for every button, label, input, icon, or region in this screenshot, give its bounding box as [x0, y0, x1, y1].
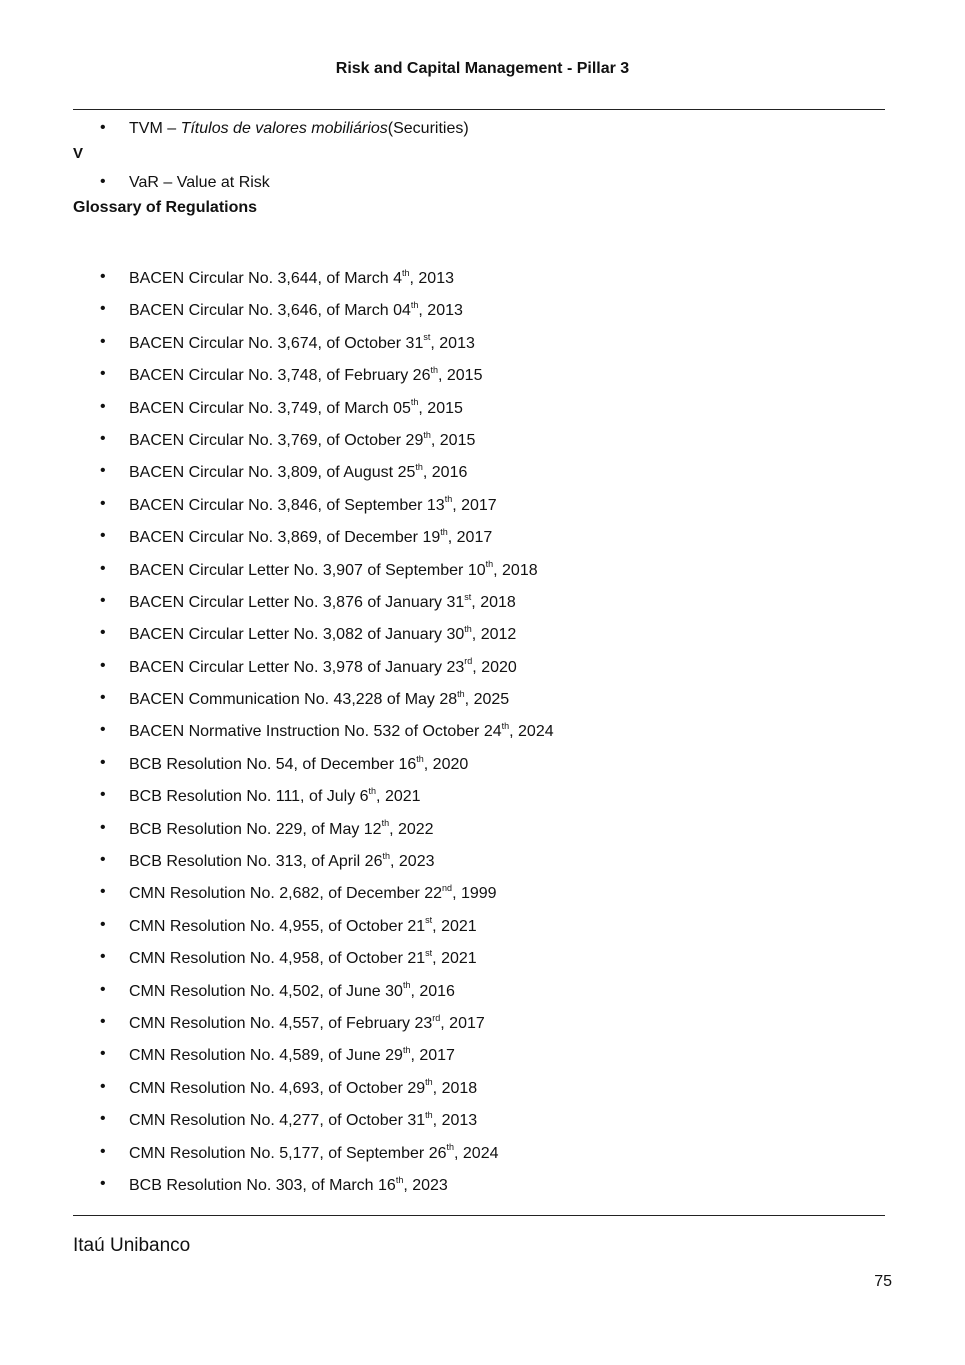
- regulation-text: BACEN Normative Instruction No. 532 of October 24th, 2024: [129, 721, 554, 741]
- bullet-icon: •: [100, 300, 106, 318]
- glossary-letter-heading: V: [73, 145, 84, 162]
- bullet-icon: •: [100, 1142, 106, 1160]
- bullet-icon: •: [100, 624, 106, 642]
- regulation-text: BACEN Circular No. 3,846, of September 13th, 2017: [129, 494, 497, 514]
- regulation-text: CMN Resolution No. 4,589, of June 29th, 2017: [129, 1045, 455, 1065]
- regulation-text: BACEN Circular No. 3,749, of March 05th, 2015: [129, 397, 463, 417]
- bullet-icon: •: [100, 721, 106, 739]
- regulation-text: BCB Resolution No. 54, of December 16th, 2020: [129, 753, 469, 773]
- page-number: 75: [874, 1273, 892, 1290]
- regulation-text: CMN Resolution No. 4,958, of October 21st, 2021: [129, 947, 477, 968]
- regulation-item: [73, 592, 885, 624]
- bullet-icon: •: [100, 527, 106, 545]
- regulation-item: [73, 883, 885, 915]
- regulation-text: BACEN Circular Letter No. 3,082 of January 30th, 2012: [129, 623, 517, 644]
- regulation-item: [73, 398, 885, 430]
- regulation-item: [73, 657, 885, 689]
- page-header-title: Risk and Capital Management - Pillar 3: [335, 60, 630, 77]
- bullet-icon: •: [100, 365, 106, 383]
- bullet-icon: •: [100, 851, 106, 869]
- glossary-item-text: VaR – Value at Risk: [129, 174, 270, 191]
- regulation-item: [73, 1110, 885, 1142]
- bullet-icon: •: [100, 948, 106, 966]
- bullet-icon: •: [100, 397, 106, 415]
- regulation-text: BACEN Circular No. 3,644, of March 4th, 2013: [129, 267, 454, 287]
- bullet-icon: •: [100, 429, 106, 447]
- regulation-item: [73, 851, 885, 883]
- header-divider: [73, 109, 885, 110]
- bullet-icon: •: [100, 915, 106, 933]
- bullet-icon: •: [100, 173, 106, 190]
- bullet-icon: •: [100, 1110, 106, 1128]
- bullet-icon: •: [100, 268, 106, 285]
- regulation-item: [73, 527, 885, 559]
- regulation-item: [73, 495, 885, 527]
- bullet-icon: •: [100, 462, 106, 480]
- regulation-text: BACEN Communication No. 43,228 of May 28th, 2025: [129, 688, 510, 709]
- regulation-text: BACEN Circular Letter No. 3,876 of January 31st, 2018: [129, 591, 516, 611]
- regulations-heading: Glossary of Regulations: [73, 199, 258, 216]
- regulations-list: [73, 268, 885, 1207]
- glossary-item-text: TVM – Títulos de valores mobiliários(Securities): [129, 120, 469, 137]
- bullet-icon: •: [100, 591, 106, 609]
- regulation-item: [73, 819, 885, 851]
- footer-company-name: Itaú Unibanco: [73, 1235, 191, 1256]
- regulation-item: [73, 300, 885, 332]
- regulation-text: CMN Resolution No. 4,557, of February 23rd, 2017: [129, 1012, 485, 1032]
- bullet-icon: •: [100, 1077, 106, 1095]
- regulation-item: [73, 1143, 885, 1175]
- regulation-text: BCB Resolution No. 111, of July 6th, 2021: [129, 785, 421, 806]
- regulation-text: BACEN Circular Letter No. 3,907 of September 10th, 2018: [129, 559, 538, 579]
- regulation-item: [73, 786, 885, 818]
- bullet-icon: •: [100, 1174, 106, 1192]
- regulation-item: [73, 916, 885, 948]
- regulation-text: CMN Resolution No. 4,277, of October 31th, 2013: [129, 1109, 478, 1130]
- regulation-text: CMN Resolution No. 5,177, of September 26th, 2024: [129, 1142, 499, 1162]
- regulation-text: BACEN Circular No. 3,809, of August 25th, 2016: [129, 462, 468, 482]
- bullet-icon: •: [100, 689, 106, 707]
- regulation-text: BACEN Circular Letter No. 3,978 of January 23rd, 2020: [129, 656, 517, 676]
- bullet-icon: •: [100, 980, 106, 998]
- regulation-text: BACEN Circular No. 3,646, of March 04th, 2013: [129, 300, 463, 320]
- regulation-text: CMN Resolution No. 4,693, of October 29th, 2018: [129, 1077, 478, 1097]
- regulation-item: [73, 333, 885, 365]
- regulation-text: BCB Resolution No. 313, of April 26th, 2023: [129, 850, 435, 871]
- regulation-item: [73, 365, 885, 397]
- regulation-text: CMN Resolution No. 4,955, of October 21st, 2021: [129, 915, 477, 935]
- regulation-text: BCB Resolution No. 229, of May 12th, 2022: [129, 818, 434, 838]
- regulation-item: [73, 981, 885, 1013]
- regulation-text: BACEN Circular No. 3,674, of October 31st, 2013: [129, 332, 475, 352]
- regulation-item: [73, 948, 885, 980]
- regulation-item: [73, 430, 885, 462]
- bullet-icon: •: [100, 494, 106, 512]
- regulation-item: [73, 721, 885, 753]
- bullet-icon: •: [100, 818, 106, 836]
- bullet-icon: •: [100, 883, 106, 901]
- regulation-item: [73, 754, 885, 786]
- bullet-icon: •: [100, 1045, 106, 1063]
- footer-divider: [73, 1215, 885, 1216]
- regulation-item: [73, 1078, 885, 1110]
- bullet-icon: •: [100, 559, 106, 577]
- regulation-item: [73, 268, 885, 300]
- bullet-icon: •: [100, 1012, 106, 1030]
- bullet-icon: •: [100, 656, 106, 674]
- bullet-icon: •: [100, 332, 106, 350]
- bullet-icon: •: [100, 786, 106, 804]
- regulation-text: BACEN Circular No. 3,869, of December 19th, 2017: [129, 526, 493, 547]
- regulation-item: [73, 624, 885, 656]
- regulation-item: [73, 1045, 885, 1077]
- regulation-text: CMN Resolution No. 2,682, of December 22nd, 1999: [129, 883, 497, 903]
- regulation-item: [73, 689, 885, 721]
- regulation-item: [73, 462, 885, 494]
- regulation-item: [73, 560, 885, 592]
- bullet-icon: •: [100, 119, 106, 136]
- regulation-text: BACEN Circular No. 3,769, of October 29th, 2015: [129, 429, 476, 449]
- regulation-text: CMN Resolution No. 4,502, of June 30th, 2016: [129, 980, 455, 1000]
- regulation-text: BCB Resolution No. 303, of March 16th, 2023: [129, 1174, 448, 1194]
- regulation-text: BACEN Circular No. 3,748, of February 26th, 2015: [129, 364, 483, 385]
- bullet-icon: •: [100, 753, 106, 771]
- regulation-item: [73, 1013, 885, 1045]
- regulation-item: [73, 1175, 885, 1207]
